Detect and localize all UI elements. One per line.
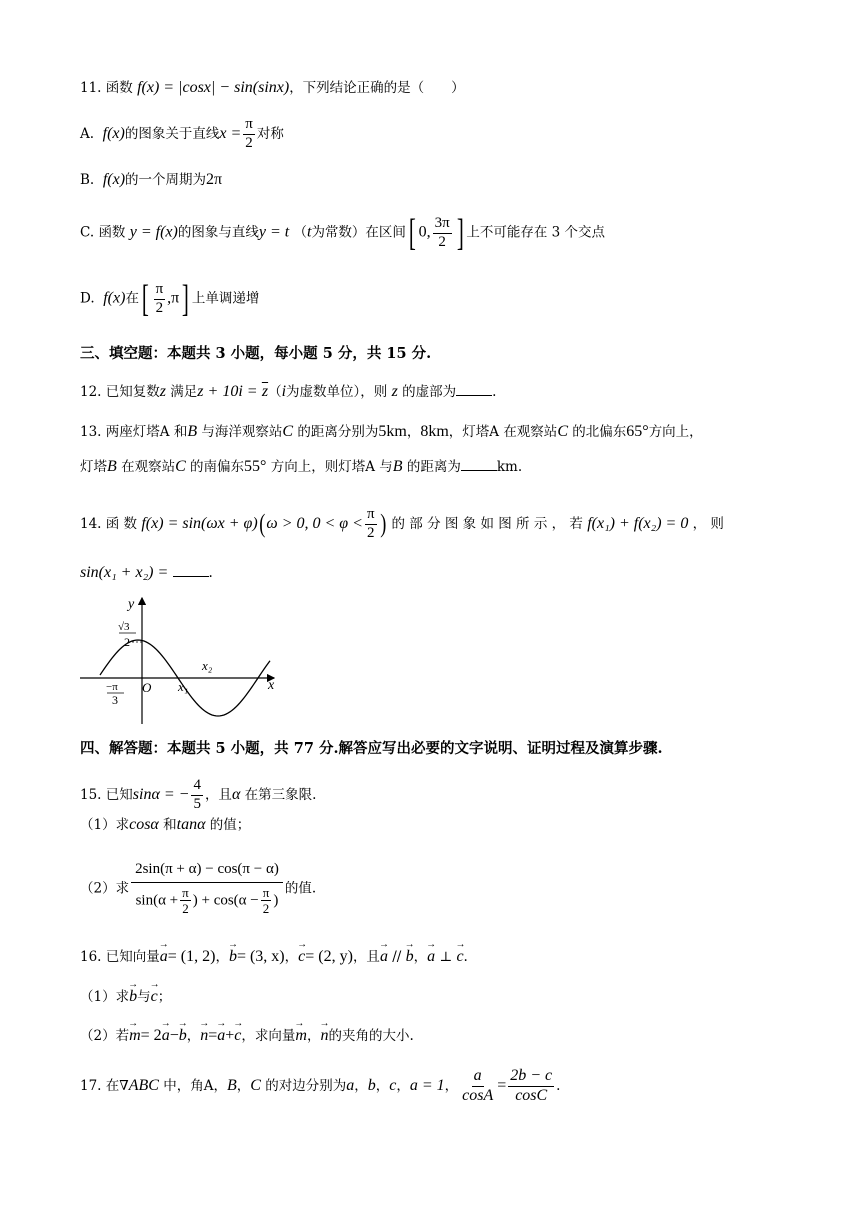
y-axis-label: y [128,597,135,612]
q11-option-a: A. f(x)的图象关于直线x = $\frac{\pi}{2}$ 对称 [80,116,284,151]
origin-label: O [142,680,152,695]
q11-stem: 11. 函数 f(x) = |cosx| − sin(sinx)，下列结论正确的是（ ） [80,79,465,96]
q13-line-1: 13. 两座灯塔A 和B 与海洋观察站C 的距离分别为5km，8km，灯塔A 在观察站C 的北偏东65°方向上， [80,423,703,440]
q15-stem: 15. 已知sinα = − $\frac{4}{5}$ ，且α 在第三象限. [80,777,317,812]
q14-line-1: 14. 函 数 f(x) = sin(ωx + φ)(ω > 0, 0 < φ < $\frac{\pi}{2}$ ) 的 部 分 图 象 如 图 所 示 ， 若 f(x₁) + f(x₂) = 0 ， 则 [80,506,724,541]
q15-part-2: （2）求 2sin(π + α) − cos(π − α) sin(α + $\frac{\pi}{2}$ ) + cos(α − $\frac{\pi}{2}$ ) 的值. [80,861,317,917]
neg-tick-denominator: 3 [112,693,118,707]
sine-graph [78,594,278,728]
q17-stem: 17. 在∇ABC 中，角A，B，C 的对边分别为a，b，c，a = 1， $\frac{a}{\cos A}$ = $\frac{2b - c}{\cos C}$ . [80,1067,561,1104]
y-max-numerator: √3 [118,621,130,633]
q15-part-1: （1）求cosα 和tanα 的值； [80,816,251,833]
neg-tick-numerator: −π [106,681,118,693]
q16-stem: 16. 已知向量→ a= (1, 2)，→ b= (3, x)，→ c= (2, y)，且→ a // → b，→ a ⊥ → c. [80,949,468,965]
x1-label: x₁ [178,679,189,694]
q16-part-1: （1）求→ b与→ c； [80,989,171,1005]
q11-option-b: B. f(x)的一个周期为2π [80,171,223,188]
x-axis-label: x [268,678,275,693]
answer-blank [456,394,492,396]
x2-label: x₂ [202,658,213,673]
section-3-heading: 三、填空题：本题共 3 小题，每小题 5 分，共 15 分. [80,345,432,362]
q16-part-2: （2）若→ m= 2→ a−→ b，→ n=→ a+→ c，求向量→ m，→ n的夹角的大小. [80,1028,414,1044]
q14-line-2: sin(x₁ + x₂) = . [80,564,213,581]
q11-option-d: D. f(x)在[ $\frac{\pi}{2}$ ,π] 上单调递增 [80,278,260,320]
q12: 12. 已知复数z 满足$z + 10i = \overline{z}(i$为虚数单位），则 z 的虚部为 . [80,383,497,400]
y-max-denominator: 2 [124,635,130,649]
q13-line-2: 灯塔B 在观察站C 的南偏东55° 方向上，则灯塔A 与B 的距离为 km. [80,458,523,475]
answer-blank [461,469,497,471]
q11-option-c: C. 函数 y = f(x)的图象与直线y = t （t为常数）在区间[ 0, $\frac{3\pi}{2}$ ] 上不可能存在 3 个交点 [80,212,605,254]
section-4-heading: 四、解答题：本题共 5 小题，共 77 分.解答应写出必要的文字说明、证明过程及演算步骤. [80,740,663,757]
answer-blank [173,575,209,577]
